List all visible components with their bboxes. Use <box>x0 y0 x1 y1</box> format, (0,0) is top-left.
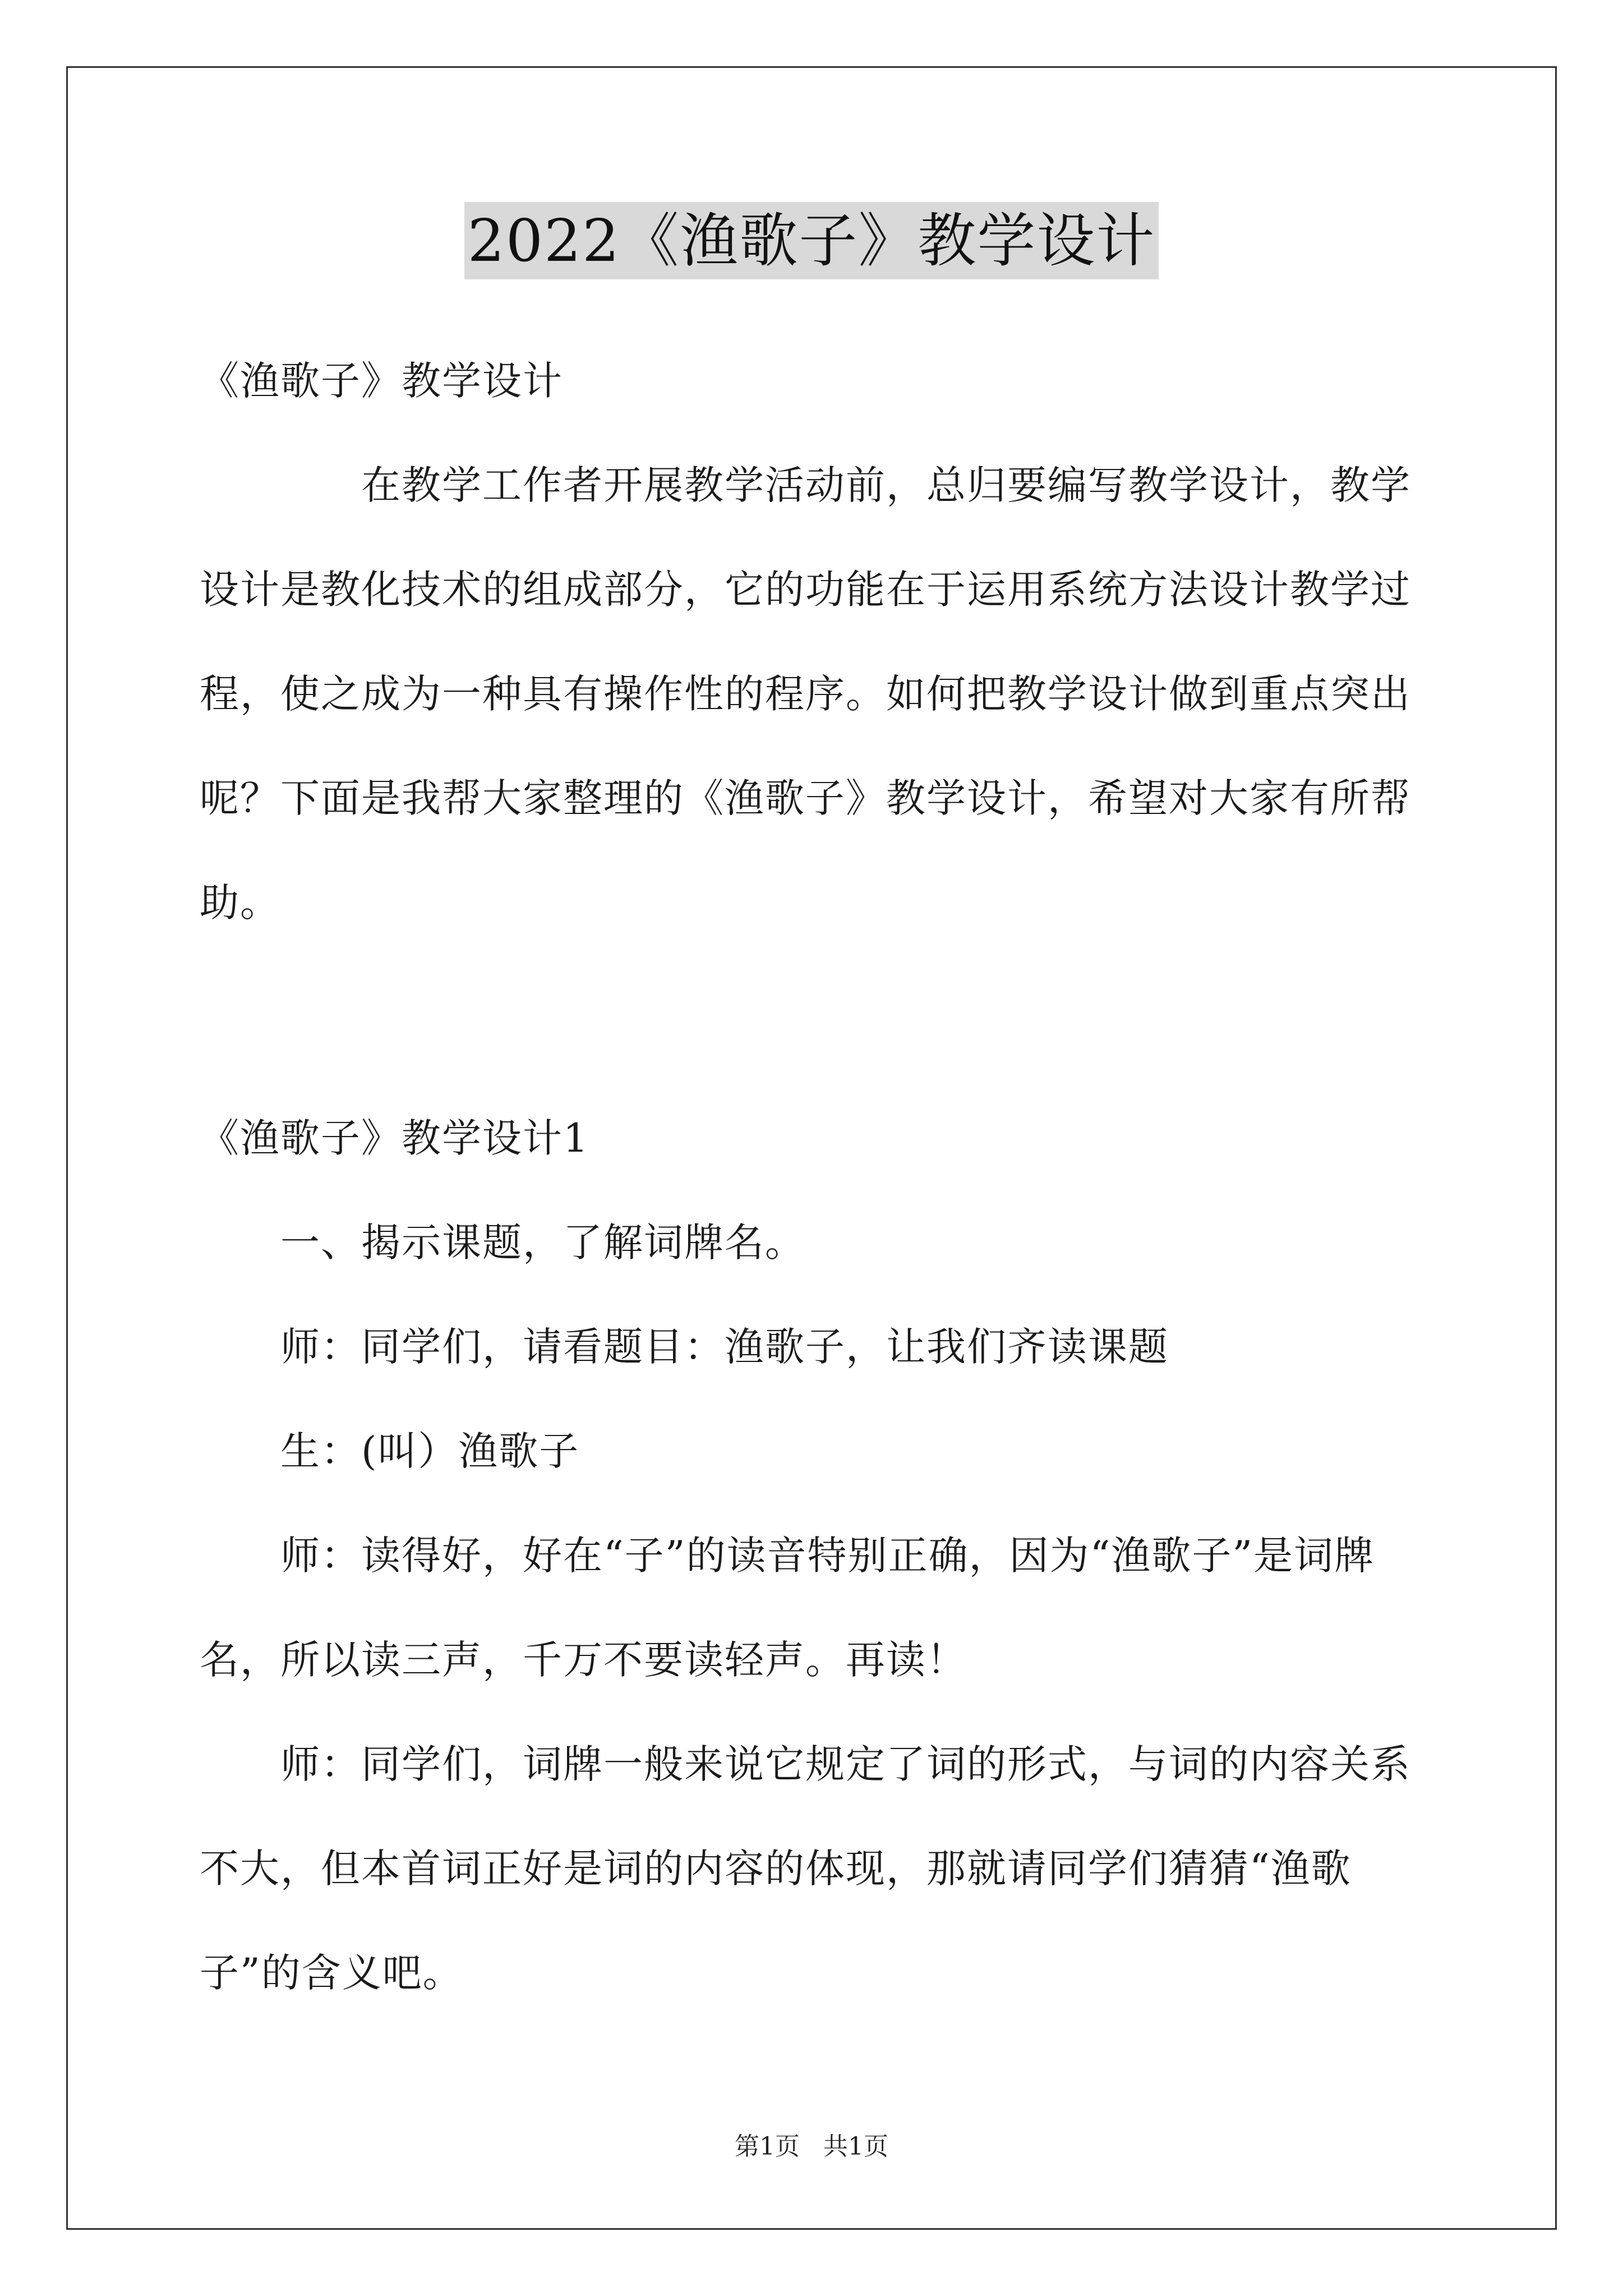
title-area <box>0 202 1623 279</box>
paragraph-1: 一、揭示课题，了解词牌名。 <box>280 1220 805 1266</box>
paragraph-4: 师：读得好，好在“子”的读音特别正确，因为“渔歌子”是词牌名，所以读三声，千万不要读轻声。再读！ <box>200 1533 1375 1683</box>
paragraph-2: 师：同学们，请看题目：渔歌子，让我们齐读课题 <box>280 1324 1169 1370</box>
document-title: 2022《渔歌子》教学设计 <box>464 202 1159 279</box>
paragraph-5: 师：同学们，词牌一般来说它规定了词的形式，与词的内容关系不大，但本首词正好是词的内容的体现，那就请同学们猜猜“渔歌子”的含义吧。 <box>200 1741 1411 1996</box>
page-number-current: 第1页 <box>735 2132 800 2161</box>
document-subtitle: 《渔歌子》教学设计 <box>200 358 563 404</box>
page-number-total: 共1页 <box>823 2132 888 2161</box>
intro-paragraph: 在教学工作者开展教学活动前，总归要编写教学设计，教学设计是教化技术的组成部分，它的功能在于运用系统方法设计教学过程，使之成为一种具有操作性的程序。如何把教学设计做到重点突出呢？下面是我帮大家整理的《渔歌子》教学设计，希望对大家有所帮助。 <box>200 462 1411 926</box>
page-footer <box>0 2126 1623 2162</box>
section-heading: 《渔歌子》教学设计1 <box>200 1115 589 1161</box>
paragraph-3: 生：(叫）渔歌子 <box>280 1428 580 1474</box>
